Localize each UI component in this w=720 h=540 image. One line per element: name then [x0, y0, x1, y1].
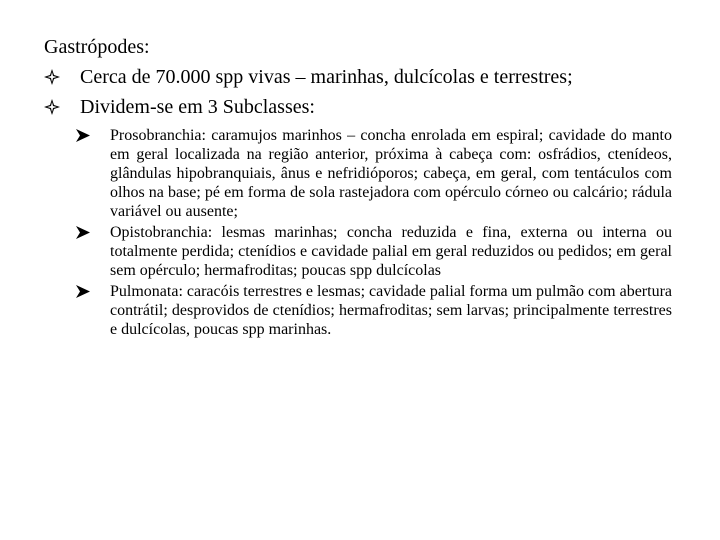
diamond-bullet-icon	[44, 69, 60, 85]
subclass-list	[76, 126, 672, 341]
diamond-bullet-icon	[44, 99, 60, 115]
arrow-bullet-icon	[76, 226, 90, 239]
arrow-bullet-icon	[76, 129, 90, 142]
subclass-item-prosobranchia	[76, 126, 672, 221]
subclass-text: Prosobranchia: caramujos marinhos – concha enrolada em espiral; cavidade do manto em geral localizada na região anterior, próxima à cabeça com: osfrádios, ctenídeos, glândulas hipobranquiais, ânus e nefridióporos; cabeça, em geral, com tentáculos com olhos na base; pé em forma de sola rastejadora com opérculo córneo ou calcário; rádula variável ou ausente;	[110, 127, 672, 220]
subclass-text: Opistobranchia: lesmas marinhas; concha reduzida e fina, externa ou interna ou totalmente perdida; ctenídios e cavidade palial em geral reduzidos ou pedidos; em geral sem opérculo; hermafroditas; poucas spp dulcícolas	[110, 224, 672, 279]
main-bullet-text: Cerca de 70.000 spp vivas – marinhas, dulcícolas e terrestres;	[80, 66, 573, 88]
main-bullet-text: Dividem-se em 3 Subclasses:	[80, 96, 315, 118]
subclass-text: Pulmonata: caracóis terrestres e lesmas; cavidade palial forma um pulmão com abertura contrátil; desprovidos de ctenídios; hermafroditas; sem larvas; principalmente terrestres e dulcícolas, poucas spp marinhas.	[110, 283, 672, 338]
main-bullet-item	[44, 92, 684, 122]
subclass-item-pulmonata	[76, 282, 672, 339]
main-bullet-list	[44, 62, 684, 122]
main-bullet-item	[44, 62, 684, 92]
subclass-item-opistobranchia	[76, 223, 672, 280]
slide-heading: Gastrópodes:	[44, 36, 150, 58]
arrow-bullet-icon	[76, 285, 90, 298]
